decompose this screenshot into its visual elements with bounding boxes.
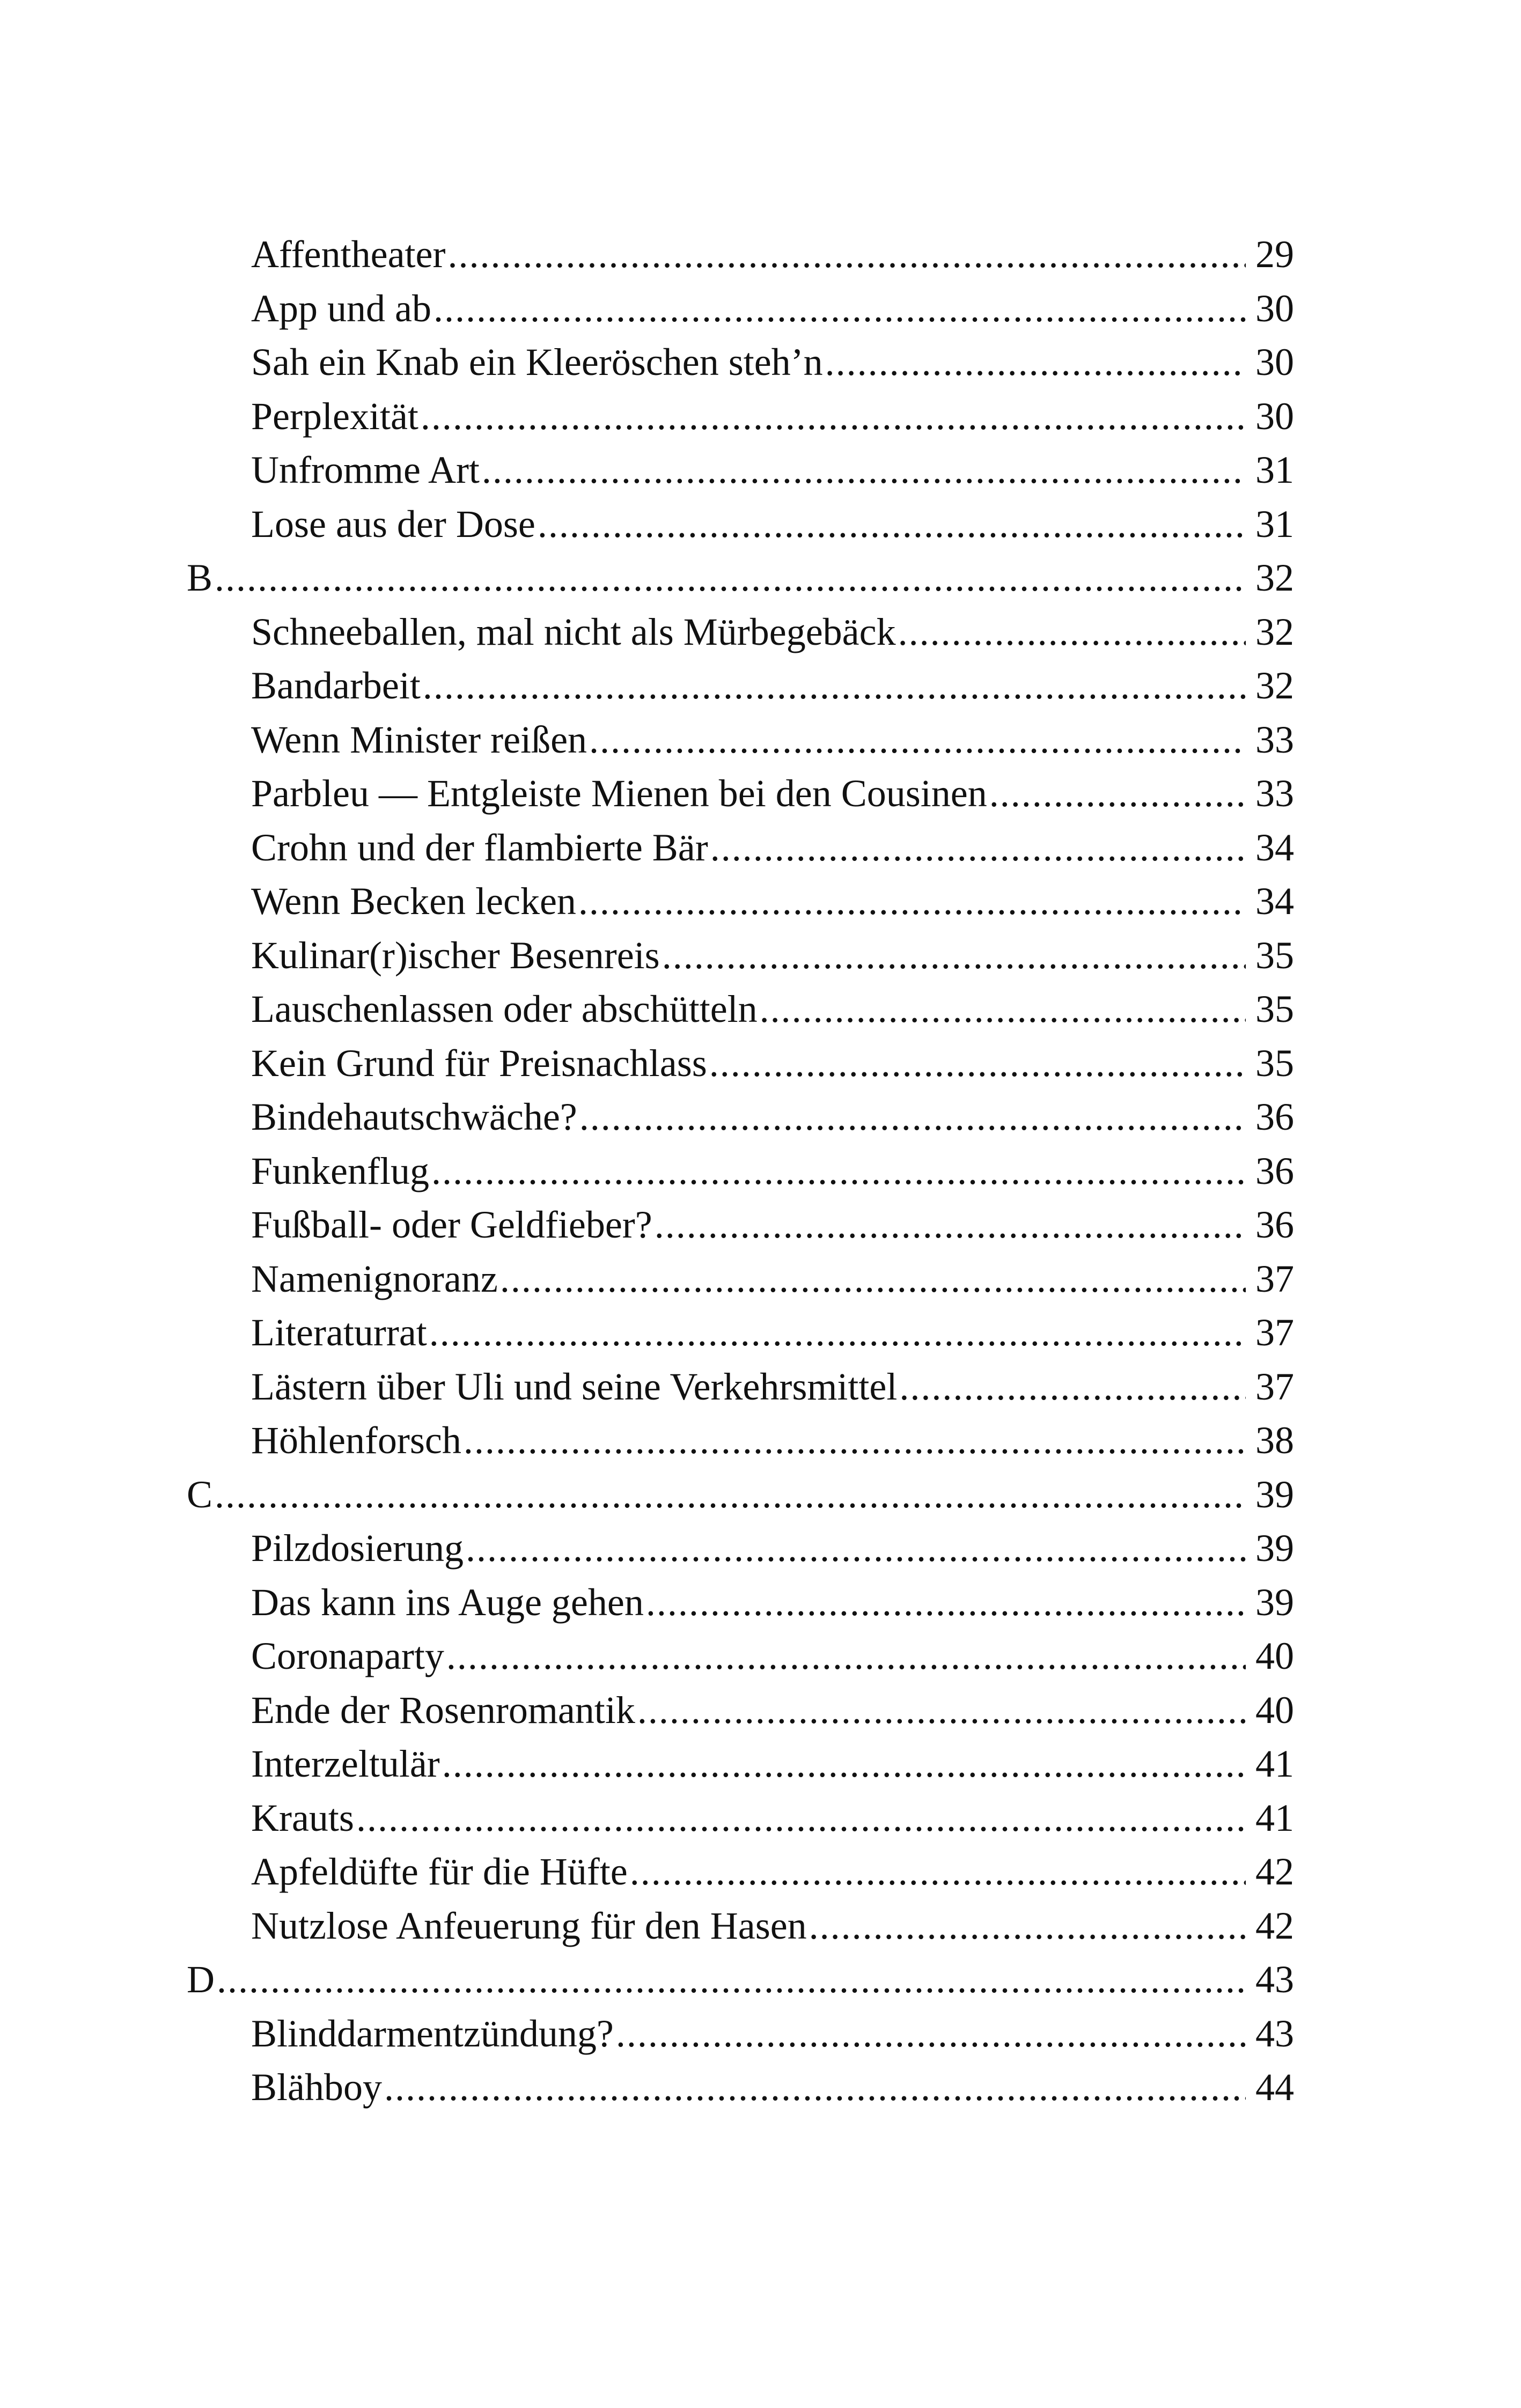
toc-page-number: 35 <box>1255 1041 1294 1085</box>
toc-entry-title: Coronaparty <box>251 1634 444 1677</box>
toc-page-number: 36 <box>1255 1203 1294 1246</box>
toc-entry <box>187 1036 1294 1091</box>
toc-entry-title: Crohn und der flambierte Bär <box>251 826 708 869</box>
toc-entry <box>187 282 1294 336</box>
toc-page-number: 36 <box>1255 1149 1294 1192</box>
toc-dot-leader <box>215 551 1246 605</box>
toc-entry <box>187 1306 1294 1360</box>
toc-page-number: 33 <box>1255 718 1294 761</box>
toc-entry-title: Wenn Becken lecken <box>251 880 576 923</box>
toc-entry-title: Höhlenforsch <box>251 1419 461 1462</box>
toc-page-number: 31 <box>1255 448 1294 491</box>
toc-entry <box>187 1252 1294 1306</box>
toc-dot-leader <box>482 443 1246 497</box>
toc-page-number: 32 <box>1255 556 1294 599</box>
toc-dot-leader <box>616 2007 1246 2061</box>
toc-entry-title: B <box>187 556 213 599</box>
toc-page-number: 33 <box>1255 772 1294 815</box>
toc-entry-title: Lose aus der Dose <box>251 502 535 546</box>
toc-entry <box>187 1521 1294 1575</box>
toc-entry-title: Funkenflug <box>251 1149 429 1192</box>
toc-dot-leader <box>423 659 1246 713</box>
toc-page-number: 37 <box>1255 1365 1294 1408</box>
toc-entry <box>187 1683 1294 1737</box>
toc-entry <box>187 1791 1294 1845</box>
toc-page-number: 39 <box>1255 1580 1294 1624</box>
toc-page-number: 37 <box>1255 1311 1294 1354</box>
toc-dot-leader <box>500 1252 1246 1306</box>
toc-dot-leader <box>898 605 1246 659</box>
toc-entry <box>187 1845 1294 1899</box>
toc-entry <box>187 929 1294 983</box>
toc-dot-leader <box>710 821 1246 875</box>
toc-entry-title: Namenignoranz <box>251 1257 498 1300</box>
toc-entry-title: Interzeltulär <box>251 1742 440 1785</box>
toc-dot-leader <box>421 389 1246 444</box>
toc-page-number: 32 <box>1255 610 1294 653</box>
toc-dot-leader <box>431 1144 1246 1198</box>
toc-entry-title: Perplexität <box>251 394 418 438</box>
toc-entry-title: Ende der Rosenromantik <box>251 1688 635 1732</box>
toc-entry-title: Sah ein Knab ein Kleeröschen steh’n <box>251 341 823 384</box>
toc-dot-leader <box>646 1575 1246 1630</box>
toc-dot-leader <box>356 1791 1246 1845</box>
toc-entry-title: Kein Grund für Preisnachlass <box>251 1041 707 1085</box>
toc-entry <box>187 767 1294 821</box>
toc-entry <box>187 1413 1294 1468</box>
toc-dot-leader <box>825 335 1246 389</box>
toc-section-heading <box>187 551 1294 605</box>
toc-dot-leader <box>760 982 1246 1036</box>
toc-dot-leader <box>637 1683 1246 1737</box>
toc-entry <box>187 874 1294 929</box>
toc-dot-leader <box>589 713 1246 767</box>
toc-entry <box>187 443 1294 497</box>
toc-page-number: 31 <box>1255 502 1294 546</box>
toc-dot-leader <box>655 1198 1246 1252</box>
toc-section-heading <box>187 1953 1294 2007</box>
toc-dot-leader <box>899 1360 1246 1414</box>
toc-entry <box>187 335 1294 389</box>
toc-page-number: 44 <box>1255 2066 1294 2109</box>
toc-page-number: 39 <box>1255 1527 1294 1570</box>
toc-page-number: 34 <box>1255 880 1294 923</box>
toc-entry-title: App und ab <box>251 286 431 330</box>
toc-page-number: 30 <box>1255 394 1294 438</box>
toc-page-number: 42 <box>1255 1904 1294 1947</box>
toc-entry <box>187 1575 1294 1630</box>
toc-entry-title: Das kann ins Auge gehen <box>251 1580 644 1624</box>
toc-entry-title: Blähboy <box>251 2066 382 2109</box>
toc-dot-leader <box>446 1629 1246 1683</box>
toc-entry-title: Kulinar(r)ischer Besenreis <box>251 933 660 977</box>
toc-entry <box>187 713 1294 767</box>
toc-entry <box>187 1144 1294 1198</box>
toc-dot-leader <box>429 1306 1246 1360</box>
toc-page-number: 39 <box>1255 1472 1294 1516</box>
toc-dot-leader <box>579 1090 1246 1144</box>
toc-entry <box>187 1737 1294 1791</box>
toc-dot-leader <box>464 1413 1246 1468</box>
toc-entry-title: Schneeballen, mal nicht als Mürbegebäck <box>251 610 896 653</box>
toc-dot-leader <box>466 1521 1246 1575</box>
toc-page-number: 36 <box>1255 1095 1294 1138</box>
toc-entry <box>187 1360 1294 1414</box>
toc-entry-title: Fußball- oder Geldfieber? <box>251 1203 652 1246</box>
toc-dot-leader <box>709 1036 1246 1091</box>
toc-entry <box>187 821 1294 875</box>
toc-dot-leader <box>809 1899 1246 1953</box>
toc-page-number: 38 <box>1255 1419 1294 1462</box>
toc-page-number: 41 <box>1255 1742 1294 1785</box>
toc-entry-title: Affentheater <box>251 233 446 276</box>
toc-page-number: 34 <box>1255 826 1294 869</box>
toc-entry <box>187 1090 1294 1144</box>
toc-entry <box>187 497 1294 551</box>
toc-entry-title: Bindehautschwäche? <box>251 1095 577 1138</box>
toc-page-number: 32 <box>1255 664 1294 707</box>
toc-page-number: 35 <box>1255 933 1294 977</box>
toc-dot-leader <box>630 1845 1246 1899</box>
toc-page-number: 35 <box>1255 988 1294 1030</box>
toc-page-number: 29 <box>1255 233 1294 276</box>
toc-dot-leader <box>384 2060 1246 2115</box>
toc-page-number: 42 <box>1255 1850 1294 1893</box>
toc-page-number: 43 <box>1255 2012 1294 2055</box>
toc-entry-title: Lästern über Uli und seine Verkehrsmittel <box>251 1365 898 1408</box>
toc-entry <box>187 227 1294 282</box>
toc-page-number: 37 <box>1255 1257 1294 1300</box>
toc-page-number: 30 <box>1255 341 1294 384</box>
toc-dot-leader <box>447 227 1246 282</box>
toc-entry <box>187 389 1294 444</box>
toc-section-heading <box>187 1468 1294 1522</box>
toc-dot-leader <box>538 497 1246 551</box>
toc-entry-title: Unfromme Art <box>251 448 480 491</box>
toc-entry <box>187 2007 1294 2061</box>
toc-dot-leader <box>442 1737 1246 1791</box>
toc-entry <box>187 1629 1294 1683</box>
toc-dot-leader <box>578 874 1246 929</box>
toc-entry-title: Parbleu — Entgleiste Mienen bei den Cousinen <box>251 772 987 815</box>
toc-entry <box>187 2060 1294 2115</box>
toc-page-number: 41 <box>1255 1796 1294 1839</box>
toc-entry-title: Pilzdosierung <box>251 1527 464 1570</box>
toc-entry <box>187 1198 1294 1252</box>
toc-dot-leader <box>433 282 1246 336</box>
toc-page-number: 30 <box>1255 286 1294 330</box>
toc-entry <box>187 659 1294 713</box>
toc-page-number: 40 <box>1255 1688 1294 1732</box>
toc-page-number: 40 <box>1255 1634 1294 1677</box>
toc-dot-leader <box>662 929 1246 983</box>
toc-entry-title: Krauts <box>251 1796 354 1839</box>
toc-entry-title: Nutzlose Anfeuerung für den Hasen <box>251 1904 807 1947</box>
toc-entry-title: Apfeldüfte für die Hüfte <box>251 1850 628 1893</box>
toc-dot-leader <box>215 1468 1246 1522</box>
toc-entry-title: Bandarbeit <box>251 664 421 707</box>
toc-entry-title: D <box>187 1958 215 2001</box>
toc-entry-title: Wenn Minister reißen <box>251 718 587 761</box>
toc-page-number: 43 <box>1255 1958 1294 2001</box>
toc-entry-title: Lauschenlassen oder abschütteln <box>251 988 758 1030</box>
toc-entry-title: C <box>187 1472 213 1516</box>
table-of-contents <box>187 227 1294 2115</box>
toc-entry-title: Literaturrat <box>251 1311 427 1354</box>
toc-dot-leader <box>217 1953 1246 2007</box>
toc-entry <box>187 1899 1294 1953</box>
toc-entry-title: Blinddarmentzündung? <box>251 2012 614 2055</box>
toc-dot-leader <box>989 767 1246 821</box>
toc-entry <box>187 982 1294 1036</box>
toc-entry <box>187 605 1294 659</box>
